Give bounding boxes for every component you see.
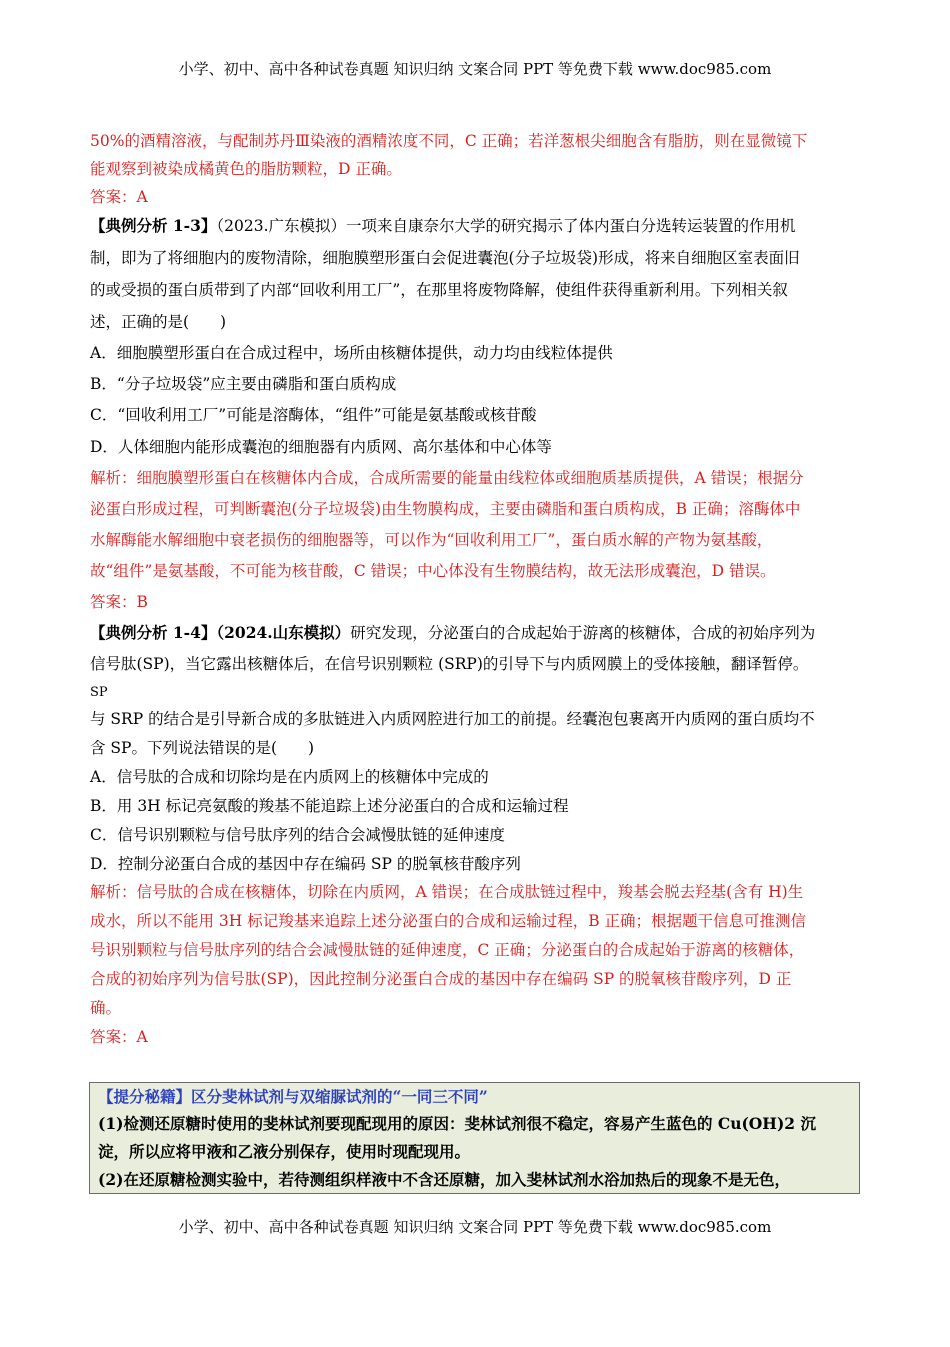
tip-paragraph-1-line-1: (1)检测还原糖时使用的斐林试剂要现配现用的原因：斐林试剂很不稳定，容易产生蓝色的 Cu(OH)2 沉 (98, 1114, 816, 1133)
example-1-4-label: 【典例分析 1-4】（2024.山东模拟） (90, 623, 351, 642)
tip-title-line (98, 1086, 488, 1108)
intro-line-1: 50%的酒精溶液，与配制苏丹Ⅲ染液的酒精浓度不同，C 正确；若洋葱根尖细胞含有脂肪，则在显微镜下 (90, 132, 808, 150)
example-1-3-explanation-line-1: 解析：细胞膜塑形蛋白在核糖体内合成，合成所需要的能量由线粒体或细胞质基质提供，A 错误；根据分 (90, 469, 804, 487)
example-1-4-explanation-line-1: 解析：信号肽的合成在核糖体，切除在内质网，A 错误；在合成肽链过程中，羧基会脱去羟基(含有 H)生 (90, 883, 804, 901)
example-1-3-answer: 答案：B (90, 593, 148, 611)
example-1-3-stem-line-1 (90, 215, 796, 237)
example-1-4-option-c: C．信号识别颗粒与信号肽序列的结合会减慢肽链的延伸速度 (90, 826, 505, 844)
intro-answer: 答案：A (90, 188, 148, 206)
intro-line-2: 能观察到被染成橘黄色的脂肪颗粒，D 正确。 (90, 160, 402, 178)
example-1-4-explanation-line-5: 确。 (90, 999, 122, 1017)
example-1-3-explanation-line-4: 故“组件”是氨基酸，不可能为核苷酸，C 错误；中心体没有生物膜结构，故无法形成囊泡，D 错误。 (90, 562, 776, 580)
tip-title: 区分斐林试剂与双缩脲试剂的“一同三不同” (191, 1087, 488, 1106)
example-1-3-option-c: C．“回收利用工厂”可能是溶酶体，“组件”可能是氨基酸或核苷酸 (90, 406, 537, 424)
example-1-4-explanation-line-3: 号识别颗粒与信号肽序列的结合会减慢肽链的延伸速度，C 正确；分泌蛋白的合成起始于游离的核糖体， (90, 941, 805, 959)
example-1-4-stem-line-3: SP (90, 685, 108, 700)
example-1-3-option-a: A．细胞膜塑形蛋白在合成过程中，场所由核糖体提供，动力均由线粒体提供 (90, 344, 613, 362)
example-1-4-stem-line-2: 信号肽(SP)，当它露出核糖体后，在信号识别颗粒 (SRP)的引导下与内质网膜上的受体接触，翻译暂停。 (90, 655, 809, 673)
example-1-4-option-a: A．信号肽的合成和切除均是在内质网上的核糖体中完成的 (90, 768, 489, 786)
example-1-3-stem-text: （2023.广东模拟）一项来自康奈尔大学的研究揭示了体内蛋白分选转运装置的作用机 (216, 217, 796, 235)
example-1-3-option-b: B．“分子垃圾袋”应主要由磷脂和蛋白质构成 (90, 375, 397, 393)
example-1-4-stem-line-1 (90, 622, 815, 644)
example-1-4-option-b: B．用 3H 标记亮氨酸的羧基不能追踪上述分泌蛋白的合成和运输过程 (90, 797, 569, 815)
tip-label: 【提分秘籍】 (98, 1087, 192, 1106)
example-1-3-stem-line-2: 制，即为了将细胞内的废物清除，细胞膜塑形蛋白会促进囊泡(分子垃圾袋)形成，将来自细胞区室表面旧 (90, 249, 800, 267)
example-1-3-explanation-line-3: 水解酶能水解细胞中衰老损伤的细胞器等，可以作为“回收利用工厂”，蛋白质水解的产物为氨基酸， (90, 531, 773, 549)
example-1-3-explanation-line-2: 泌蛋白形成过程，可判断囊泡(分子垃圾袋)由生物膜构成，主要由磷脂和蛋白质构成，B 正确；溶酶体中 (90, 500, 801, 518)
tip-box (89, 1082, 860, 1194)
example-1-4-explanation-line-4: 合成的初始序列为信号肽(SP)，因此控制分泌蛋白合成的基因中存在编码 SP 的脱氧核苷酸序列，D 正 (90, 970, 792, 988)
tip-paragraph-1-line-2: 淀，所以应将甲液和乙液分别保存，使用时现配现用。 (98, 1142, 471, 1161)
example-1-4-answer: 答案：A (90, 1028, 148, 1046)
example-1-3-stem-line-3: 的或受损的蛋白质带到了内部“回收利用工厂”，在那里将废物降解，使组件获得重新利用。下列相关叙 (90, 281, 788, 299)
example-1-4-option-d: D．控制分泌蛋白合成的基因中存在编码 SP 的脱氧核苷酸序列 (90, 855, 521, 873)
example-1-4-explanation-line-2: 成水，所以不能用 3H 标记羧基来追踪上述分泌蛋白的合成和运输过程，B 正确；根据题干信息可推测信 (90, 912, 807, 930)
example-1-3-stem-line-4: 述，正确的是( ) (90, 313, 227, 331)
page-header: 小学、初中、高中各种试卷真题 知识归纳 文案合同 PPT 等免费下载 www.doc985.com (178, 60, 772, 78)
page-footer: 小学、初中、高中各种试卷真题 知识归纳 文案合同 PPT 等免费下载 www.doc985.com (178, 1218, 772, 1236)
example-1-3-label: 【典例分析 1-3】 (90, 216, 217, 235)
example-1-4-stem-line-4: 与 SRP 的结合是引导新合成的多肽链进入内质网腔进行加工的前提。经囊泡包裹离开内质网的蛋白质均不 (90, 710, 815, 728)
example-1-4-stem-line-5: 含 SP。下列说法错误的是( ) (90, 739, 315, 757)
example-1-4-stem-text: 研究发现，分泌蛋白的合成起始于游离的核糖体，合成的初始序列为 (350, 624, 816, 642)
example-1-3-option-d: D．人体细胞内能形成囊泡的细胞器有内质网、高尔基体和中心体等 (90, 438, 552, 456)
tip-paragraph-2-line-1: (2)在还原糖检测实验中，若待测组织样液中不含还原糖，加入斐林试剂水浴加热后的现象不是无色， (98, 1170, 790, 1189)
